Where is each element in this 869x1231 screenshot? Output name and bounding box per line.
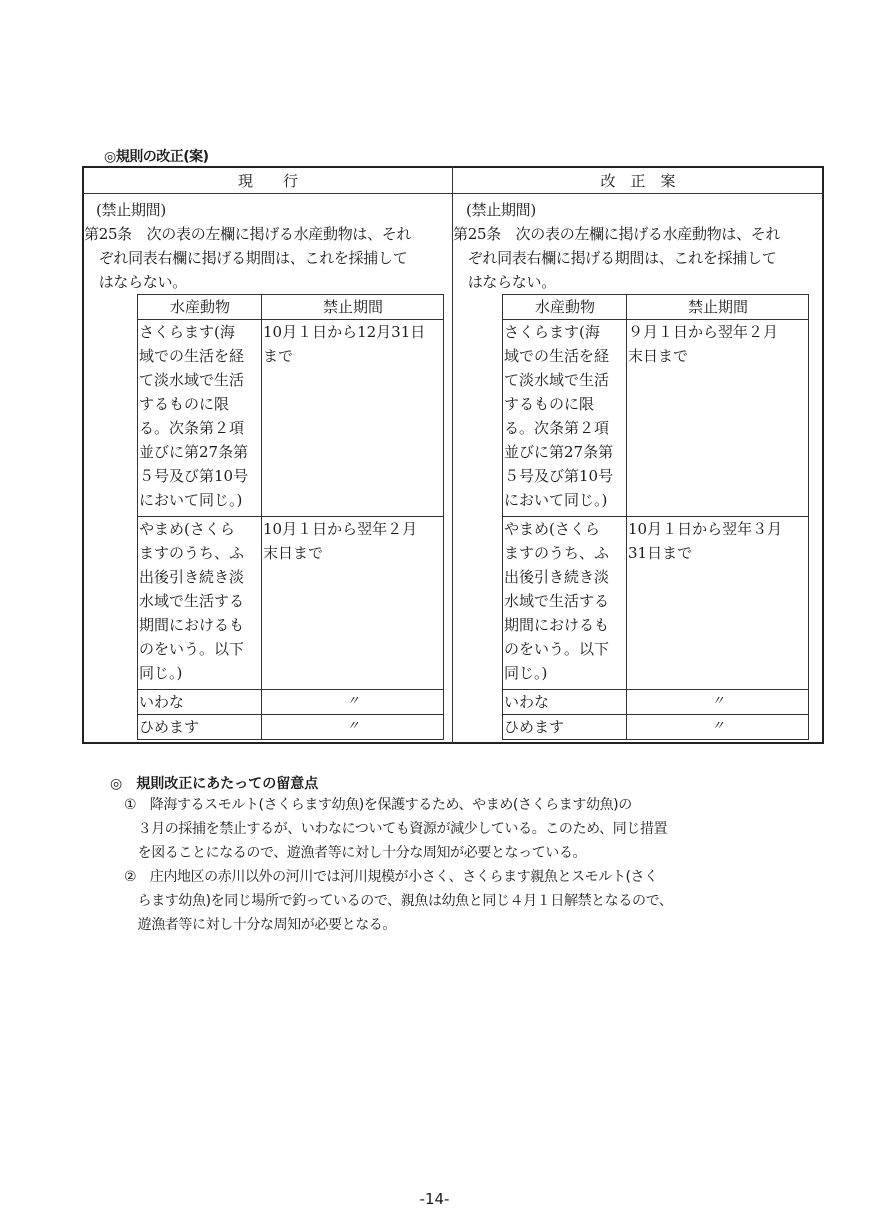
note-1-line-2: ３月の採捕を禁止するが、いわなについても資源が減少している。このため、同じ措置 <box>124 821 668 837</box>
table-row <box>138 320 444 517</box>
period-cell-ditto: 〃 <box>627 715 809 740</box>
period-cell-ditto: 〃 <box>262 690 444 715</box>
table-row <box>503 517 809 690</box>
note-2-line-2: らます幼魚)を同じ場所で釣っているので、親魚は幼魚と同じ４月１日解禁となるので、 <box>124 893 673 909</box>
animal-cell: やまめ(さくら ますのうち、ふ 出後引き続き淡 水域で生活する 期間におけるも のをいう。以下 同じ。) <box>138 517 262 690</box>
header-period: 禁止期間 <box>627 295 809 320</box>
current-article-line-1: 第25条 次の表の左欄に掲げる水産動物は、それ <box>84 225 412 243</box>
animal-cell: さくらます(海 域での生活を経 て淡水域で生活 するものに限 る。次条第２項 並びに第27条第 ５号及び第10号 において同じ。) <box>503 320 627 517</box>
proposed-article-line-2: ぞれ同表右欄に掲げる期間は、これを採捕して <box>453 249 777 267</box>
period-cell: 10月１日から翌年２月 末日まで <box>262 517 444 690</box>
header-divider <box>82 193 824 194</box>
current-caption: (禁止期間) <box>96 201 166 219</box>
table-row <box>503 320 809 517</box>
proposed-article-line-3: はならない。 <box>453 273 556 291</box>
current-article-line-2: ぞれ同表右欄に掲げる期間は、これを採捕して <box>84 249 408 267</box>
note-2-line-1: ② 庄内地区の赤川以外の河川では河川規模が小さく、さくらます親魚とスモルト(さく <box>124 869 658 885</box>
current-prohibition-table <box>137 294 444 740</box>
period-cell: 10月１日から12月31日 まで <box>262 320 444 517</box>
table-header-row <box>503 295 809 320</box>
section-title: ◎規則の改正(案) <box>104 149 209 165</box>
notes-title: ◎ 規則改正にあたっての留意点 <box>110 776 319 792</box>
period-cell-ditto: 〃 <box>627 690 809 715</box>
period-cell: 10月１日から翌年３月 31日まで <box>627 517 809 690</box>
note-1-line-1: ① 降海するスモルト(さくらます幼魚)を保護するため、やまめ(さくらます幼魚)の <box>124 797 632 813</box>
table-row <box>138 715 444 740</box>
animal-cell: やまめ(さくら ますのうち、ふ 出後引き続き淡 水域で生活する 期間におけるも のをいう。以下 同じ。) <box>503 517 627 690</box>
current-article-line-3: はならない。 <box>84 273 187 291</box>
period-cell: ９月１日から翌年２月 末日まで <box>627 320 809 517</box>
period-cell-ditto: 〃 <box>262 715 444 740</box>
animal-cell: いわな <box>503 690 627 715</box>
proposed-article-line-1: 第25条 次の表の左欄に掲げる水産動物は、それ <box>453 225 781 243</box>
header-animal: 水産動物 <box>503 295 627 320</box>
header-animal: 水産動物 <box>138 295 262 320</box>
note-2-line-3: 遊漁者等に対し十分な周知が必要となる。 <box>124 917 396 933</box>
proposed-prohibition-table <box>502 294 809 740</box>
animal-cell: さくらます(海 域での生活を経 て淡水域で生活 するものに限 る。次条第２項 並びに第27条第 ５号及び第10号 において同じ。) <box>138 320 262 517</box>
table-header-row <box>138 295 444 320</box>
table-row <box>138 517 444 690</box>
note-1-line-3: を図ることになるので、遊漁者等に対し十分な周知が必要となっている。 <box>124 845 587 861</box>
table-row <box>503 715 809 740</box>
animal-cell: ひめます <box>503 715 627 740</box>
header-period: 禁止期間 <box>262 295 444 320</box>
proposed-column-heading: 改 正 案 <box>600 172 676 190</box>
proposed-caption: (禁止期間) <box>466 201 536 219</box>
animal-cell: いわな <box>138 690 262 715</box>
page-number: -14- <box>419 1190 450 1208</box>
current-column-heading: 現 行 <box>237 172 298 190</box>
table-row <box>138 690 444 715</box>
table-row <box>503 690 809 715</box>
animal-cell: ひめます <box>138 715 262 740</box>
